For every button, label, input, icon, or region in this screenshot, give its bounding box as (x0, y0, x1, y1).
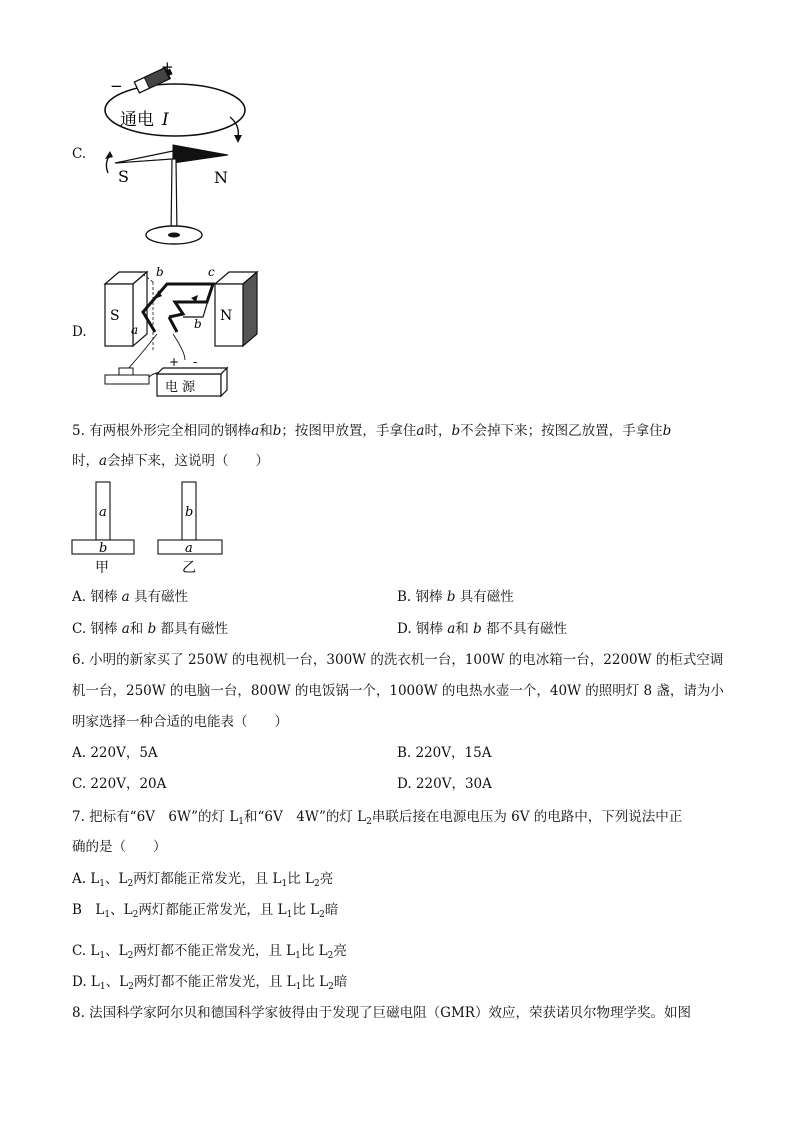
q5-option-a: A. 钢棒 a 具有磁性 (72, 589, 188, 605)
q5-option-b: B. 钢棒 b 具有磁性 (397, 589, 514, 605)
q7-option-c: C. $L_1$、$L_2$两灯都不能正常发光，且 $L_1$比 $L_2$亮 (72, 943, 347, 961)
current-label: 通电 (120, 110, 154, 130)
q7-line-1: 7. 把标有“6V 6W”的灯 $L_1$和“6V 4W”的灯 $L_2$串联后接在电源电压为 6V 的电路中，下列说法中正 (72, 809, 683, 827)
q6-line-2: 机一台，250W 的电脑一台，800W 的电饭锅一个，1000W 的电热水壶一个，40W 的照明灯 8 盏，请为小 (72, 683, 724, 699)
battery-plus: + (161, 58, 174, 76)
q7-line-2: 确的是（ ） (72, 839, 167, 855)
magnet-s-label: S (110, 308, 120, 324)
q6-option-a: A. 220V，5A (72, 745, 158, 761)
q7-option-d: D. $L_1$、$L_2$两灯都不能正常发光，且 $L_1$比 $L_2$暗 (72, 974, 348, 992)
switch-base (105, 375, 149, 384)
q7-option-a: A. $L_1$、$L_2$两灯都能正常发光，且 $L_1$比 $L_2$亮 (72, 871, 334, 889)
svg-text:a: a (99, 505, 107, 520)
option-d-label: D. (72, 324, 87, 340)
switch-lever (119, 368, 133, 375)
coil-front (143, 284, 213, 332)
q5-line-1: 5. 有两根外形完全相同的钢棒a和b；按图甲放置，手拿住a时，b不会掉下来；按图乙放置，手拿住b (72, 423, 672, 439)
pole-n-label: N (214, 168, 228, 187)
svg-text:b: b (99, 541, 108, 556)
q7-option-b: B $L_1$、$L_2$两灯都能正常发光，且 $L_1$比 $L_2$暗 (72, 902, 339, 920)
needle-n-half (173, 145, 228, 163)
q5-option-d: D. 钢棒 a和 b 都不具有磁性 (397, 621, 568, 637)
jia-caption: 甲 (95, 560, 109, 576)
coil-label-a: a (131, 323, 139, 337)
q5-line-2: 时，a会掉下来，这说明（ ） (72, 453, 270, 469)
compass-stand (171, 159, 177, 235)
yi-caption: 乙 (182, 560, 196, 576)
q6-option-d: D. 220V，30A (397, 776, 492, 792)
q6-option-b: B. 220V，15A (397, 745, 492, 761)
figure-c-compass-diagram (90, 55, 260, 250)
magnet-n-label: N (220, 308, 233, 324)
q8-line-1: 8. 法国科学家阿尔贝和德国科学家彼得由于发现了巨磁电阻（GMR）效应，荣获诺贝尔物理学奖。如图 (72, 1005, 691, 1021)
current-symbol: I (162, 110, 169, 130)
q6-line-3: 明家选择一种合适的电能表（ ） (72, 714, 288, 730)
coil-label-c: c (208, 265, 215, 279)
power-label: 电 源 (165, 380, 196, 395)
power-minus: - (193, 355, 198, 369)
pole-s-label: S (118, 167, 129, 186)
q5-figure (70, 480, 230, 577)
coil-label-b-top: b (156, 265, 164, 279)
q6-option-c: C. 220V，20A (72, 776, 167, 792)
figure-d-motor-diagram (95, 262, 270, 398)
q5-option-c: C. 钢棒 a和 b 都具有磁性 (72, 621, 229, 637)
rotation-arrow-right (230, 117, 238, 137)
svg-text:a: a (185, 541, 193, 556)
q6-line-1: 6. 小明的新家买了 250W 的电视机一台，300W 的洗衣机一台，100W 的电冰箱一台，2200W 的柜式空调 (72, 652, 724, 668)
coil-label-b-right: b (194, 317, 202, 331)
power-plus: + (169, 355, 180, 369)
battery-minus: − (110, 77, 123, 95)
svg-text:b: b (185, 505, 194, 520)
option-c-label: C. (72, 146, 87, 162)
